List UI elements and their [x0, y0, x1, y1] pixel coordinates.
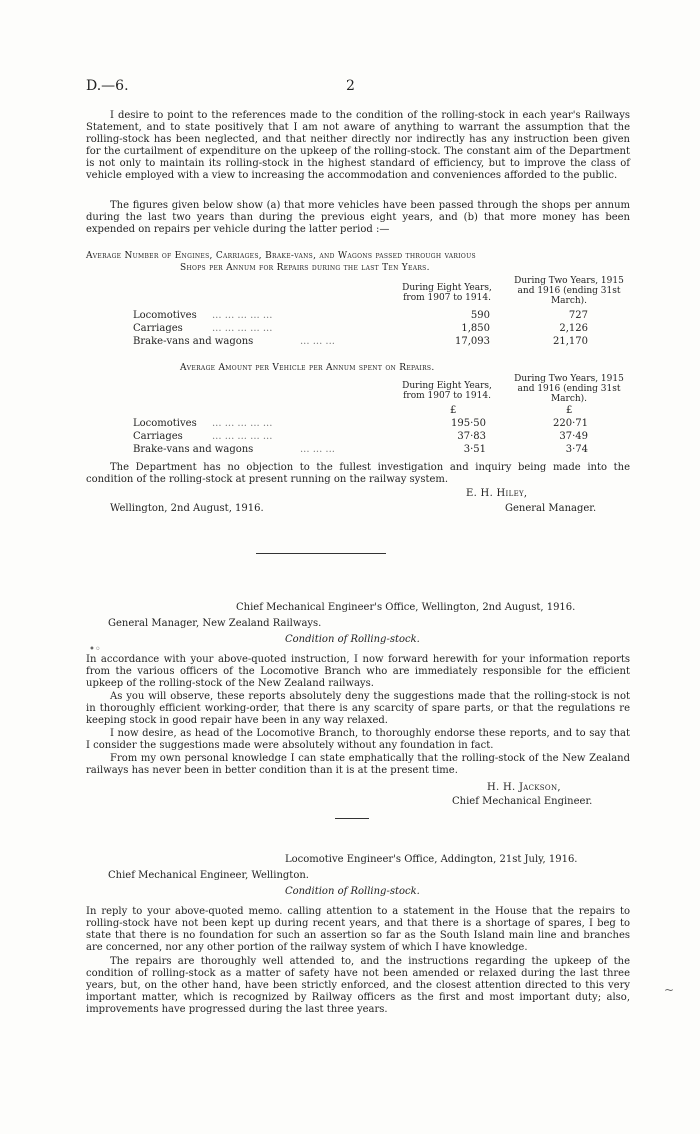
table1-row-value-two-years: 2,126 — [559, 323, 588, 334]
table2-row-leader: ... ... ... ... ... — [212, 431, 273, 442]
section3-paragraph-2: The repairs are thoroughly well attended to, and the instructions regarding the upkeep of the condition of rolling-stock as a matter of safety have not been amended or relaxed during the last three years, but, on the other hand, have been strictly enforced, and the closest attention directed to this very important matter, which is recognized by Railway officers as the first and most important duty; also, improvements have progressed during the last three years. — [86, 956, 630, 1015]
table2-row-label: Brake-vans and wagons — [133, 444, 254, 455]
table2-column-header-eight-years: During Eight Years, from 1907 to 1914. — [402, 381, 492, 401]
section2-paragraph-3: I now desire, as head of the Locomotive Branch, to thoroughly endorse these reports, and to say that I consider the suggestions made were absolutely without any foundation in fact. — [86, 728, 630, 751]
table1-caption-line2: Shops per Annum for Repairs during the last Ten Years. — [180, 263, 430, 273]
table1-row-leader: ... ... ... ... ... — [212, 310, 273, 321]
section3-paragraph-1: In reply to your above-quoted memo. calling attention to a statement in the House that the repairs to rolling-stock have not been kept up during recent years, and that there is a shortage of spares, I beg to state that there is no foundation for such an assertion so far as the South Island main line and branches are concerned, nor any other portion of the railway system of which I have knowledge. — [86, 906, 630, 953]
table1-row-value-two-years: 21,170 — [553, 336, 588, 347]
section3-addressee: Chief Mechanical Engineer, Wellington. — [108, 870, 309, 881]
margin-mark: ~ — [664, 983, 675, 997]
section3-subject: Condition of Rolling-stock. — [285, 886, 420, 897]
section2-signature-name: H. H. Jackson, — [487, 782, 561, 793]
table1-row-label: Brake-vans and wagons — [133, 336, 254, 347]
table2-column-header-two-years: During Two Years, 1915 and 1916 (ending 31st March). — [514, 374, 624, 404]
table1-caption-line1: Average Number of Engines, Carriages, Brake-vans, and Wagons passed through various — [86, 251, 476, 261]
section-divider-short — [335, 818, 369, 819]
table1-row-label: Locomotives — [133, 310, 197, 321]
section1-signature-title: General Manager. — [505, 503, 597, 514]
table1-row-value-eight-years: 1,850 — [461, 323, 490, 334]
section2-subject: Condition of Rolling-stock. — [285, 634, 420, 645]
table1-row-leader: ... ... ... — [300, 336, 335, 347]
section1-signature-name: E. H. Hiley, — [466, 488, 528, 499]
table2-row-label: Carriages — [133, 431, 183, 442]
section2-paragraph-4: From my own personal knowledge I can state emphatically that the rolling-stock of the New Zealand railways has never been in better condition than it is at the present time. — [86, 753, 630, 776]
table2-row-leader: ... ... ... ... ... — [212, 418, 273, 429]
table2-row-label: Locomotives — [133, 418, 197, 429]
section-divider — [256, 553, 386, 554]
table1-column-header-eight-years: During Eight Years, from 1907 to 1914. — [402, 283, 492, 303]
table2-row-value-two-years: 220·71 — [553, 418, 588, 429]
section3-office-line: Locomotive Engineer's Office, Addington, 21st July, 1916. — [285, 854, 578, 865]
table1-row-value-eight-years: 17,093 — [455, 336, 490, 347]
table2-unit-two-years: £ — [566, 405, 573, 416]
table1-row-leader: ... ... ... ... ... — [212, 323, 273, 334]
section2-office-line: Chief Mechanical Engineer's Office, Wellington, 2nd August, 1916. — [236, 602, 576, 613]
document-reference: D.—6. — [86, 78, 129, 94]
section2-paragraph-2: As you will observe, these reports absolutely deny the suggestions made that the rolling-stock is not in thoroughly efficient working-order, that there is any scarcity of spare parts, or that the regulations re keeping stock in good repair have been in any way relaxed. — [86, 691, 630, 726]
section1-place-date: Wellington, 2nd August, 1916. — [110, 503, 264, 514]
table2-row-value-eight-years: 37·83 — [457, 431, 486, 442]
section1-paragraph-3: The Department has no objection to the fullest investigation and inquiry being made into the condition of the rolling-stock at present running on the railway system. — [86, 462, 630, 485]
section1-paragraph-2: The figures given below show (a) that more vehicles have been passed through the shops per annum during the last two years than during the previous eight years, and (b) that more money has been expended on repairs per vehicle during the latter period :— — [86, 200, 630, 235]
section2-paragraph-1: In accordance with your above-quoted instruction, I now forward herewith for your information reports from the various officers of the Locomotive Branch who are immediately responsible for the efficient upkeep of the rolling-stock of the New Zealand railways. — [86, 654, 630, 689]
table2-caption: Average Amount per Vehicle per Annum spent on Repairs. — [180, 363, 435, 373]
table2-row-value-two-years: 3·74 — [565, 444, 588, 455]
margin-mark: •◦ — [89, 644, 101, 655]
table2-row-leader: ... ... ... — [300, 444, 335, 455]
section1-paragraph-1: I desire to point to the references made to the condition of the rolling-stock in each year's Railways Statement, and to state positively that I am not aware of anything to warrant the assumption that the rolling-stock has been neglected, and that neither directly nor indirectly has any instruction been given for the curtailment of expenditure on the upkeep of the rolling-stock. The constant aim of the Department is not only to maintain its rolling-stock in the highest standard of efficiency, but to improve the class of vehicle employed with a view to increasing the accommodation and conveniences afforded to the public. — [86, 110, 630, 181]
table1-column-header-two-years: During Two Years, 1915 and 1916 (ending 31st March). — [514, 276, 624, 306]
table2-unit-eight-years: £ — [450, 405, 457, 416]
table1-row-label: Carriages — [133, 323, 183, 334]
section2-addressee: General Manager, New Zealand Railways. — [108, 618, 322, 629]
table2-row-value-eight-years: 195·50 — [451, 418, 486, 429]
page-number: 2 — [346, 78, 355, 94]
section2-signature-title: Chief Mechanical Engineer. — [452, 796, 593, 807]
table1-row-value-eight-years: 590 — [470, 310, 490, 321]
table2-row-value-eight-years: 3·51 — [463, 444, 486, 455]
table2-row-value-two-years: 37·49 — [559, 431, 588, 442]
table1-row-value-two-years: 727 — [568, 310, 588, 321]
